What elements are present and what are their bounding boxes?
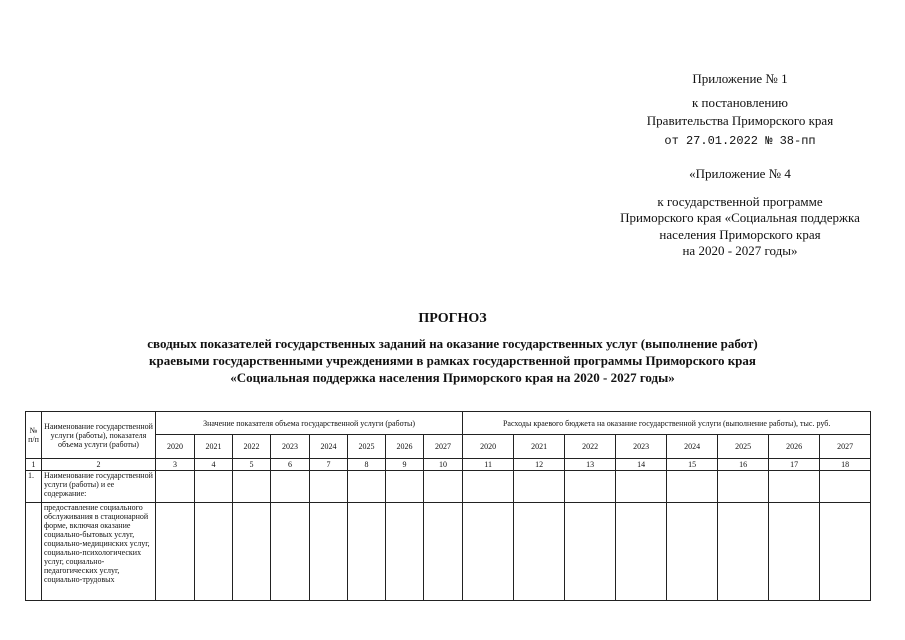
column-number: 5 [233,459,271,471]
header-value-group: Значение показателя объема государственной услуги (работы) [156,412,463,435]
year-cell: 2025 [348,435,386,459]
year-cell: 2024 [667,435,718,459]
year-cell: 2022 [565,435,616,459]
service-content-cell: предоставление социального обслуживания в стационарной форме, включая оказание социально-бытовых услуг, социально-медицинских услуг, социально-психологических услуг, социально-педагогических услуг, социально-трудовых [42,503,156,601]
header-row [26,412,871,435]
header-service-name: Наименование государственной услуги (работы), показателя объема услуги (работы) [42,412,156,459]
column-number: 7 [310,459,348,471]
table-row [26,503,871,601]
column-number: 9 [386,459,424,471]
column-number: 10 [424,459,463,471]
row-number: 1. [26,471,42,503]
year-cell: 2025 [718,435,769,459]
appendix-line2: к постановлению [691,95,789,110]
year-cell: 2023 [271,435,310,459]
year-cell: 2023 [616,435,667,459]
year-cell: 2027 [820,435,871,459]
appendix-decree-date: от 27.01.2022 № 38-пп [664,134,816,148]
year-cell: 2022 [233,435,271,459]
appendix-line9: на 2020 - 2027 годы» [682,243,798,258]
column-number: 2 [42,459,156,471]
appendix-line3: Правительства Приморского края [646,113,834,128]
appendix-line5: «Приложение № 4 [689,166,791,181]
title-line1: сводных показателей государственных заданий на оказание государственных услуг (выполнение работ) [147,336,758,351]
column-number: 4 [195,459,233,471]
column-number: 12 [514,459,565,471]
appendix-line7: Приморского края «Социальная поддержка [620,210,860,225]
document-title: ПРОГНОЗ [418,311,487,326]
year-cell: 2020 [156,435,195,459]
column-number: 15 [667,459,718,471]
year-cell: 2021 [195,435,233,459]
year-cell: 2020 [463,435,514,459]
year-cell: 2027 [424,435,463,459]
title-line2: краевыми государственными учреждениями в рамках государственной программы Приморского края [149,353,756,368]
table-row [26,471,871,503]
column-number: 13 [565,459,616,471]
column-number: 8 [348,459,386,471]
column-number: 6 [271,459,310,471]
column-number: 1 [26,459,42,471]
column-number: 17 [769,459,820,471]
column-number-row [26,459,871,471]
appendix-line6: к государственной программе [657,194,823,209]
year-cell: 2024 [310,435,348,459]
year-cell: 2026 [769,435,820,459]
column-number: 14 [616,459,667,471]
year-cell: 2021 [514,435,565,459]
title-line3: «Социальная поддержка населения Приморского края на 2020 - 2027 годы» [230,370,675,385]
column-number: 18 [820,459,871,471]
column-number: 11 [463,459,514,471]
column-number: 3 [156,459,195,471]
appendix-line1: Приложение № 1 [692,71,788,86]
service-name-cell: Наименование государственной услуги (работы) и ее содержание: [42,471,156,503]
header-expense-group: Расходы краевого бюджета на оказание государственной услуги (выполнение работы), тыс. руб. [463,412,871,435]
appendix-line8: населения Приморского края [659,227,821,242]
column-number: 16 [718,459,769,471]
forecast-table [25,411,871,601]
header-number: № п/п [26,412,42,459]
year-cell: 2026 [386,435,424,459]
